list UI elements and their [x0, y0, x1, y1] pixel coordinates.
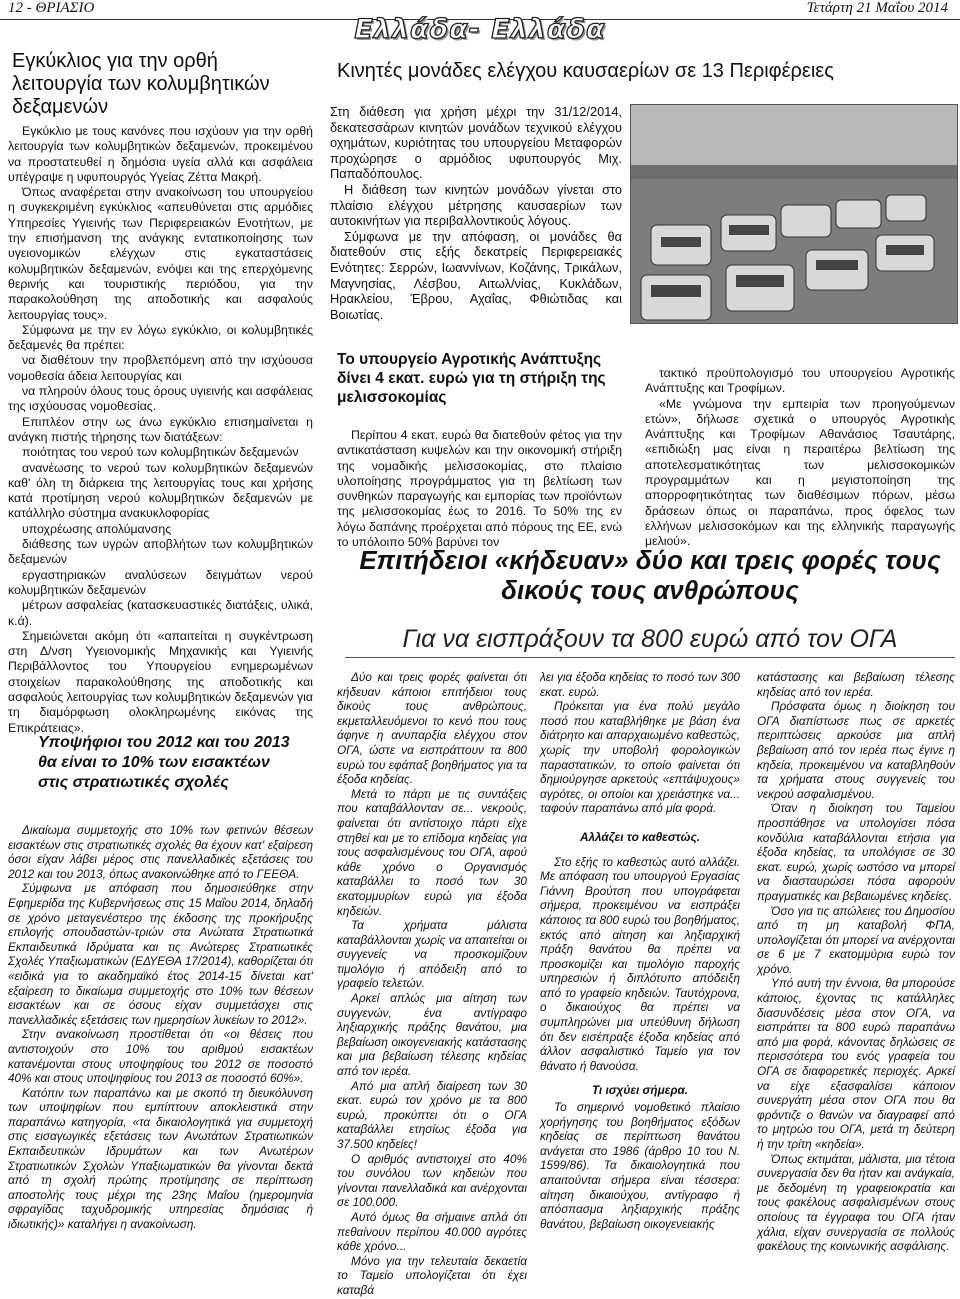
oga-subtitle: Για να εισπράξουν τα 800 ευρώ από τον ΟΓΑ	[402, 625, 898, 653]
oga-paragraph: Το σημερινό νομοθετικό πλαίσιο χορήγησης του βοηθήματος εξόδων κηδείας σε περίπτωση θανάτου ανάγεται στο 1986 (άρθρο 10 του Ν. 1599/86). Τα δικαιολογητικά που απαιτούνται σήμερα είναι τέσσερα: αίτηση δικαιούχου, αντίγραφο ή απόσπασμα ληξιαρχικής πράξης θανάτου, βεβαίωση οικογενειακής	[540, 1100, 740, 1231]
bees-paragraph: Περίπου 4 εκατ. ευρώ θα διατεθούν φέτος για την αντικατάσταση κυψελών και την οικονομική στήριξη της νομαδικής μελισσοκομίας, στο πλαίσιο υλοποίησης προγράμματος για τη βελτίωση των συνθηκών παραγωγής και εμπορίας των προϊόντων της μελισσοκομίας έως το 2016. Το 50% της εν λόγω δαπάνης προέρχεται από πόρους της ΕΕ, ενώ το υπόλοιπο 50% βαρύνει τον	[337, 428, 622, 550]
pool-article-body	[8, 124, 313, 736]
candidates-title: Υποψήφιοι του 2012 και του 2013 θα είναι το 10% των εισακτέων στις στρατιωτικές σχολές	[38, 734, 290, 791]
oga-paragraph: Υπό αυτή την έννοια, θα μπορούσε κάποιος, έχοντας τις κατάλληλες διασυνδέσεις μέσα στον ΟΓΑ, να εισπράττει τα 800 ευρώ παραπάνω από μια φορά, κάνοντας δηλώσεις σε περισσότερα του ενός γραφεία του ΟΓΑ σε διαφορετικές περιοχές. Αρκεί να είχε εξασφαλίσει κάποιον συνεργάτη μέσα στον ΟΓΑ που θα φρόντιζε ο θανών να διαγραφεί από το μητρώο του ΟΓΑ, μετά τη δεύτερη ή την τρίτη «κηδεία».	[757, 976, 955, 1151]
oga-paragraph: Όσο για τις απώλειες του Δημοσίου από τη μη καταβολή ΦΠΑ, υπολογίζεται ότι μπορεί να ανέρχονται σε 6 με 7 εκατομμύρια ευρώ τον χρόνο.	[757, 903, 955, 976]
pool-paragraph: υποχρέωσης απολύμανσης	[22, 521, 172, 536]
oga-col-2	[540, 670, 740, 1231]
oga-subheading: Τι ισχύει σήμερα.	[591, 1083, 689, 1098]
bees-paragraph: τακτικό προϋπολογισμό του υπουργείου Αγροτικής Ανάπτυξης και Τροφίμων.	[645, 366, 955, 396]
oga-title: Επιτήδειοι «κήδευαν» δύο και τρεις φορές τους δικούς τους ανθρώπους	[359, 545, 941, 605]
oga-paragraph: Αρκεί απλώς μια αίτηση των συγγενών, ένα αντίγραφο ληξιαρχικής πράξης θανάτου, μια βεβαίωση οικογενειακής κατάστασης και μια βεβαίωση τέλεσης κηδείας από τον ιερέα.	[337, 991, 527, 1079]
pool-paragraph: να πληρούν όλους τους όρους υγιεινής και ασφάλειας της ισχύουσας νομοθεσίας.	[8, 384, 313, 414]
pool-article-title: Εγκύκλιος για την ορθή λειτουργία των κολυμβητικών δεξαμενών	[12, 50, 270, 118]
oga-paragraph: Μόνο για την τελευταία δεκαετία το Ταμείο υπολογίζεται ότι έχει καταβά	[337, 1253, 527, 1297]
oga-paragraph: Αυτό όμως θα σήμαινε απλά ότι πεθαίνουν περίπου 40.000 αγρότες κάθε χρόνο...	[337, 1209, 527, 1254]
oga-col-1	[337, 670, 527, 1298]
oga-paragraph: Στο εξής το καθεστώς αυτό αλλάζει. Με απόφαση του υπουργού Εργασίας Γιάννη Βρούτση που υπογράφεται σήμερα, προκειμένου να εισπράξει κάποιος τα 800 ευρώ του βοηθήματος, εκτός από αίτηση και ληξιαρχική πράξη θανάτου θα πρέπει να προσκομίζει και τιμολόγιο παροχής υπηρεσιών ή διπλότυπο απόδειξη από το γραφείο κηδειών. Ταυτόχρονα, ο δικαιούχος θα πρέπει να συμπληρώνει μια υπεύθυνη δήλωση ότι δεν εισέπραξε έξοδα κηδείας από άλλον ασφαλιστικό Ταμείο για τον θάνατο ή θανούσα.	[540, 854, 740, 1073]
emissions-paragraph: Στη διάθεση για χρήση μέχρι την 31/12/2014, δεκατεσσάρων κινητών μονάδων τεχνικού ελέγχου οχημάτων, κυριότητας του υπουργείου Μεταφορών προχώρησε ο αρμόδιος υφυπουργός Μιχ. Παπαδόπουλος.	[330, 104, 622, 182]
issue-date: Τετάρτη 21 Μαΐου 2014	[806, 0, 948, 16]
candidates-paragraph: Κατόπιν των παραπάνω και με σκοπό τη διευκόλυνση των υποψηφίων που εμπίπτουν αποκλειστικά στην παραπάνω κατηγορία, «τα δικαιολογητικά για συμμετοχή στις εισαγωγικές εξετάσεις των Ανωτάτων Στρατιωτικών Εκπαιδευτικών Ιδρυμάτων και των Ανωτέρων Στρατιωτικών Σχολών Υπαξιωματικών θα γίνονται δεκτά από τη σχολή πρώτης προτίμησης σε περίπτωση αποστολής τους μέχρι της 23ης Μαΐου (ημερομηνία σφραγίδας ταχυδρομικής υπηρεσίας δημόσιας ή ιδιωτικής)» καταλήγει η ανακοίνωση.	[8, 1085, 313, 1232]
emissions-body	[330, 104, 622, 322]
pool-paragraph: ποιότητας του νερού των κολυμβητικών δεξαμενών	[22, 445, 299, 460]
oga-paragraph: Τα χρήματα μάλιστα καταβάλλονται χωρίς να απαιτείται οι συγγενείς να προσκομίζουν τιμολόγιο ή απόδειξη από το γραφείο τελετών.	[337, 918, 527, 991]
page-label: 12 - ΘΡΙΑΣΙΟ	[8, 0, 95, 16]
oga-paragraph: Όπως εκτιμάται, μάλιστα, μια τέτοια συνεργασία δεν θα ήταν και ανάγκαία, με δεδομένη τη γραφειοκρατία και τους φακέλους ασφαλισμένων στους οποίους τα έγγραφα του ΟΓΑ ήταν χάλια, είχαν συνεργασία σε πολλούς φακέλους της κοινωνικής ασφάλισης.	[757, 1151, 955, 1254]
oga-subheading: Αλλάζει το καθεστώς.	[579, 829, 701, 844]
traffic-photo-image	[631, 105, 957, 323]
bees-body-right	[645, 366, 955, 550]
pool-paragraph: Σύμφωνα με την εν λόγω εγκύκλιο, οι κολυμβητικές δεξαμενές θα πρέπει:	[8, 322, 313, 353]
emissions-paragraph: Σύμφωνα με την απόφαση, οι μονάδες θα διατεθούν στις εξής δεκατρείς Περιφερειακές Ενότητες: Σερρών, Ιωαννίνων, Κοζάνης, Τρικάλων, Μαγνησίας, Λέσβου, Αιτωλ/νίας, Κυκλάδων, Ηρακλείου, Έβρου, Αχαΐας, Φθιώτιδας και Βοιωτίας.	[330, 228, 622, 322]
candidates-body	[8, 823, 313, 1232]
pool-paragraph: διάθεσης των υγρών αποβλήτων των κολυμβητικών δεξαμενών	[8, 537, 313, 567]
pool-paragraph: εργαστηριακών αναλύσεων δειγμάτων νερού κολυμβητικών δεξαμενών	[8, 567, 313, 597]
pool-paragraph: μέτρων ασφαλείας (κατασκευαστικές διατάξεις, υλικά, κ.ά).	[8, 598, 313, 628]
traffic-photo	[630, 104, 958, 324]
emissions-paragraph: Η διάθεση των κινητών μονάδων γίνεται στο πλαίσιο ελέγχου μέτρησης καυσαερίων των αυτοκινήτων για περιβαλλοντικούς λόγους.	[330, 181, 622, 229]
oga-paragraph: λει για έξοδα κηδείας το ποσό των 300 εκατ. ευρώ.	[540, 670, 740, 699]
oga-col-3	[757, 670, 955, 1254]
candidates-paragraph: Σύμφωνα με απόφαση που δημοσιεύθηκε στην Εφημερίδα της Κυβερνήσεως στις 15 Μαΐου 2014, δηλαδή σε χρόνο μεταγενέστερο της έκδοσης της προκήρυξης επιλογής σπουδαστών-τριών στα Ανώτατα Στρατιωτικά Εκπαιδευτικά Ιδρύματα και τις Ανώτερες Στρατιωτικές Σχολές Υπαξιωματικών (ΕΔΥΕΘΑ 17/2014), καθορίζεται ότι «ειδικά για το ακαδημαϊκό έτος 2014-15 δίνεται κατ' εξαίρεση το δικαίωμα συμμετοχής στο 10% των θέσεων εισακτέων και σε όσους είχαν συμμετάσχει στις πανελλαδικές εξετάσεις των ημερησίων λυκείων το 2012».	[8, 881, 313, 1027]
oga-paragraph: Πρόσφατα όμως η διοίκηση του ΟΓΑ διαπίστωσε πως σε αρκετές περιπτώσεις αρκούσε μια απλή βεβαίωση από τον ιερέα πως έγινε η κηδεία, προκειμένου να καταβληθούν τα χρήματα στους συγγενείς του νεκρού ασφαλισμένου.	[757, 699, 955, 801]
pool-paragraph: Επιπλέον στην ως άνω εγκύκλιο επισημαίνεται η ανάγκη πιστής τήρησης των διατάξεων:	[8, 414, 313, 444]
oga-paragraph: Μετά το πάρτι με τις συντάξεις που καταβάλλονταν σε... νεκρούς, φαίνεται ότι αντίστοιχο πάρτι είχε στηθεί και με το επίδομα κηδείας για τους ασφαλισμένους του ΟΓΑ, αφού κάθε χρόνο ο Οργανισμός καταβάλλει το ποσό των 30 εκατομμυρίων ευρώ για έξοδα κηδειών.	[337, 786, 527, 918]
pool-paragraph: Σημειώνεται ακόμη ότι «απαιτείται η συγκέντρωση στη Δ/νση Υγειονομικής Μηχανικής και Υγιεινής Περιβάλλοντος του Υπουργείου ενημερωμένων στοιχείων παρακολούθησης της αποδοτικής και ασφαλούς λειτουργίας των κολυμβητικών δεξαμενών για τη διαμόρφωση ολοκληρωμένης εικόνας της Επικράτειας».	[8, 628, 313, 735]
oga-paragraph: Δύο και τρεις φορές φαίνεται ότι κήδευαν κάποιοι επιτήδειοι τους δικούς τους ανθρώπους, εκμεταλλευόμενοι το κενό που τους άφηνε η ανυπαρξία ελέγχου στον ΟΓΑ, ώστε να εισπράττουν τα 800 ευρώ του εφάπαξ βοηθήματος για τα έξοδα κηδείας.	[337, 670, 527, 787]
pool-paragraph: Εγκύκλιο με τους κανόνες που ισχύουν για την ορθή λειτουργία των κολυμβητικών δεξαμενών, προκειμένου να προστατευθεί η δημόσια υγεία αλλά και ασφάλεια υπέγραψε η υφυπουργός Υγείας Ζέττα Μακρή.	[8, 124, 313, 184]
oga-paragraph: κατάστασης και βεβαίωση τέλεσης κηδείας από τον ιερέα.	[757, 670, 955, 699]
bees-paragraph: «Με γνώμονα την εμπειρία των προηγούμενων ετών», δήλωσε σχετικά ο υπουργός Αγροτικής Ανάπτυξης και Τροφίμων Αθανάσιος Τσαυτάρης, «επιδιώξη μας είναι η περαιτέρω βελτίωση της αποτελεσματικότητας των μελισσοκομικών προγραμμάτων και η μεγιστοποίηση της απορροφητικότητας των διαθέσιμων πόρων, μέσω δράσεων όπως οι παραπάνω, προς όφελος των ελλήνων μελισσοκόμων και της ελληνικής παραγωγής μελιού».	[645, 396, 955, 549]
oga-paragraph: Πρόκειται για ένα πολύ μεγάλο ποσό που καταβλήθηκε με βάση ένα διάτρητο και απαρχαιωμένο καθεστώς, χωρίς την υποβολή φορολογικών παραστατικών, το οποίο φαίνεται ότι δημιούργησε αρκετούς «επτάψυχους» αγρότες, οι οποίοι και χρειάστηκε να... ταφούν παραπάνω από μία φορά.	[540, 699, 740, 816]
oga-paragraph: Από μια απλή διαίρεση των 30 εκατ. ευρώ τον χρόνο με τα 800 ευρώ, προκύπτει ότι ο ΟΓΑ καταβάλλει ετησίως έξοδα για 37.500 κηδείες!	[337, 1078, 527, 1151]
pool-paragraph: Όπως αναφέρεται στην ανακοίνωση του υπουργείου η συγκεκριμένη εγκύκλιος «απευθύνεται στις αρμόδιες Υπηρεσίες Υγιεινής των Περιφερειακών Ενοτήτων, με την επισήμανση της ανάγκης εντατικοποίησης των υγειονομικών ελέγχων στις εγκαταστάσεις κολυμβητικών δεξαμενών, ενόψει και της επερχόμενης θερινής και τουριστικής περιόδου, για την παρακολούθηση της αποδοτικής και ασφαλούς λειτουργίας τους».	[8, 185, 313, 322]
section-title: Ελλάδα- Ελλάδα	[354, 14, 606, 45]
oga-paragraph: Ο αριθμός αντιστοιχεί στο 40% του συνόλου των κηδειών που γίνονται πανελλαδικά και ανέρχονται σε 100.000.	[337, 1151, 527, 1210]
oga-paragraph: Όταν η διοίκηση του Ταμείου προσπάθησε να υπολογίσει πόσα κονδύλια καταβάλλονται ετήσια για έξοδα κηδείας, τα υπολόγισε σε 30 εκατ. ευρώ, χωρίς ωστόσο να μπορεί να διασταυρώσει πόσα αφορούν πραγματικές και βεβαιωμένες κηδείες.	[757, 801, 955, 903]
candidates-paragraph: Στην ανακοίνωση προστίθεται ότι «οι θέσεις που αντιστοιχούν στο 10% του αριθμού εισακτέων κατανέμονται στους υποψηφίους του 2012 σε ποσοστό 40% και στους υποψηφίους του 2013 σε ποσοστό 60%».	[8, 1027, 313, 1086]
candidates-paragraph: Δικαίωμα συμμετοχής στο 10% των φετινών θέσεων εισακτέων στις στρατιωτικές σχολές θα έχουν κατ' εξαίρεση όσοι είχαν λάβει μέρος στις πανελλαδικές εξετάσεις του 2012 και του 2013, όπως ανακοινώθηκε από το ΓΕΕΘΑ.	[8, 823, 313, 881]
emissions-title: Κινητές μονάδες ελέγχου καυσαερίων σε 13 Περιφέρειες	[337, 60, 834, 82]
bees-body-left	[337, 428, 622, 550]
oga-rule	[345, 657, 955, 658]
bees-title: Το υπουργείο Αγροτικής Ανάπτυξης δίνει 4 εκατ. ευρώ για τη στήριξη της μελισσοκομίας	[337, 351, 606, 406]
pool-paragraph: να διαθέτουν την προβλεπόμενη από την ισχύουσα νομοθεσία άδεια λειτουργίας και	[8, 353, 313, 383]
pool-paragraph: ανανέωσης το νερού των κολυμβητικών δεξαμενών καθ' όλη τη διάρκεια της λειτουργίας τους και χρήσης κατά προτίμηση νερού κολυμβητικών δεξαμενών με κατάλληλο σύστημα ανακυκλοφορίας	[8, 460, 313, 521]
